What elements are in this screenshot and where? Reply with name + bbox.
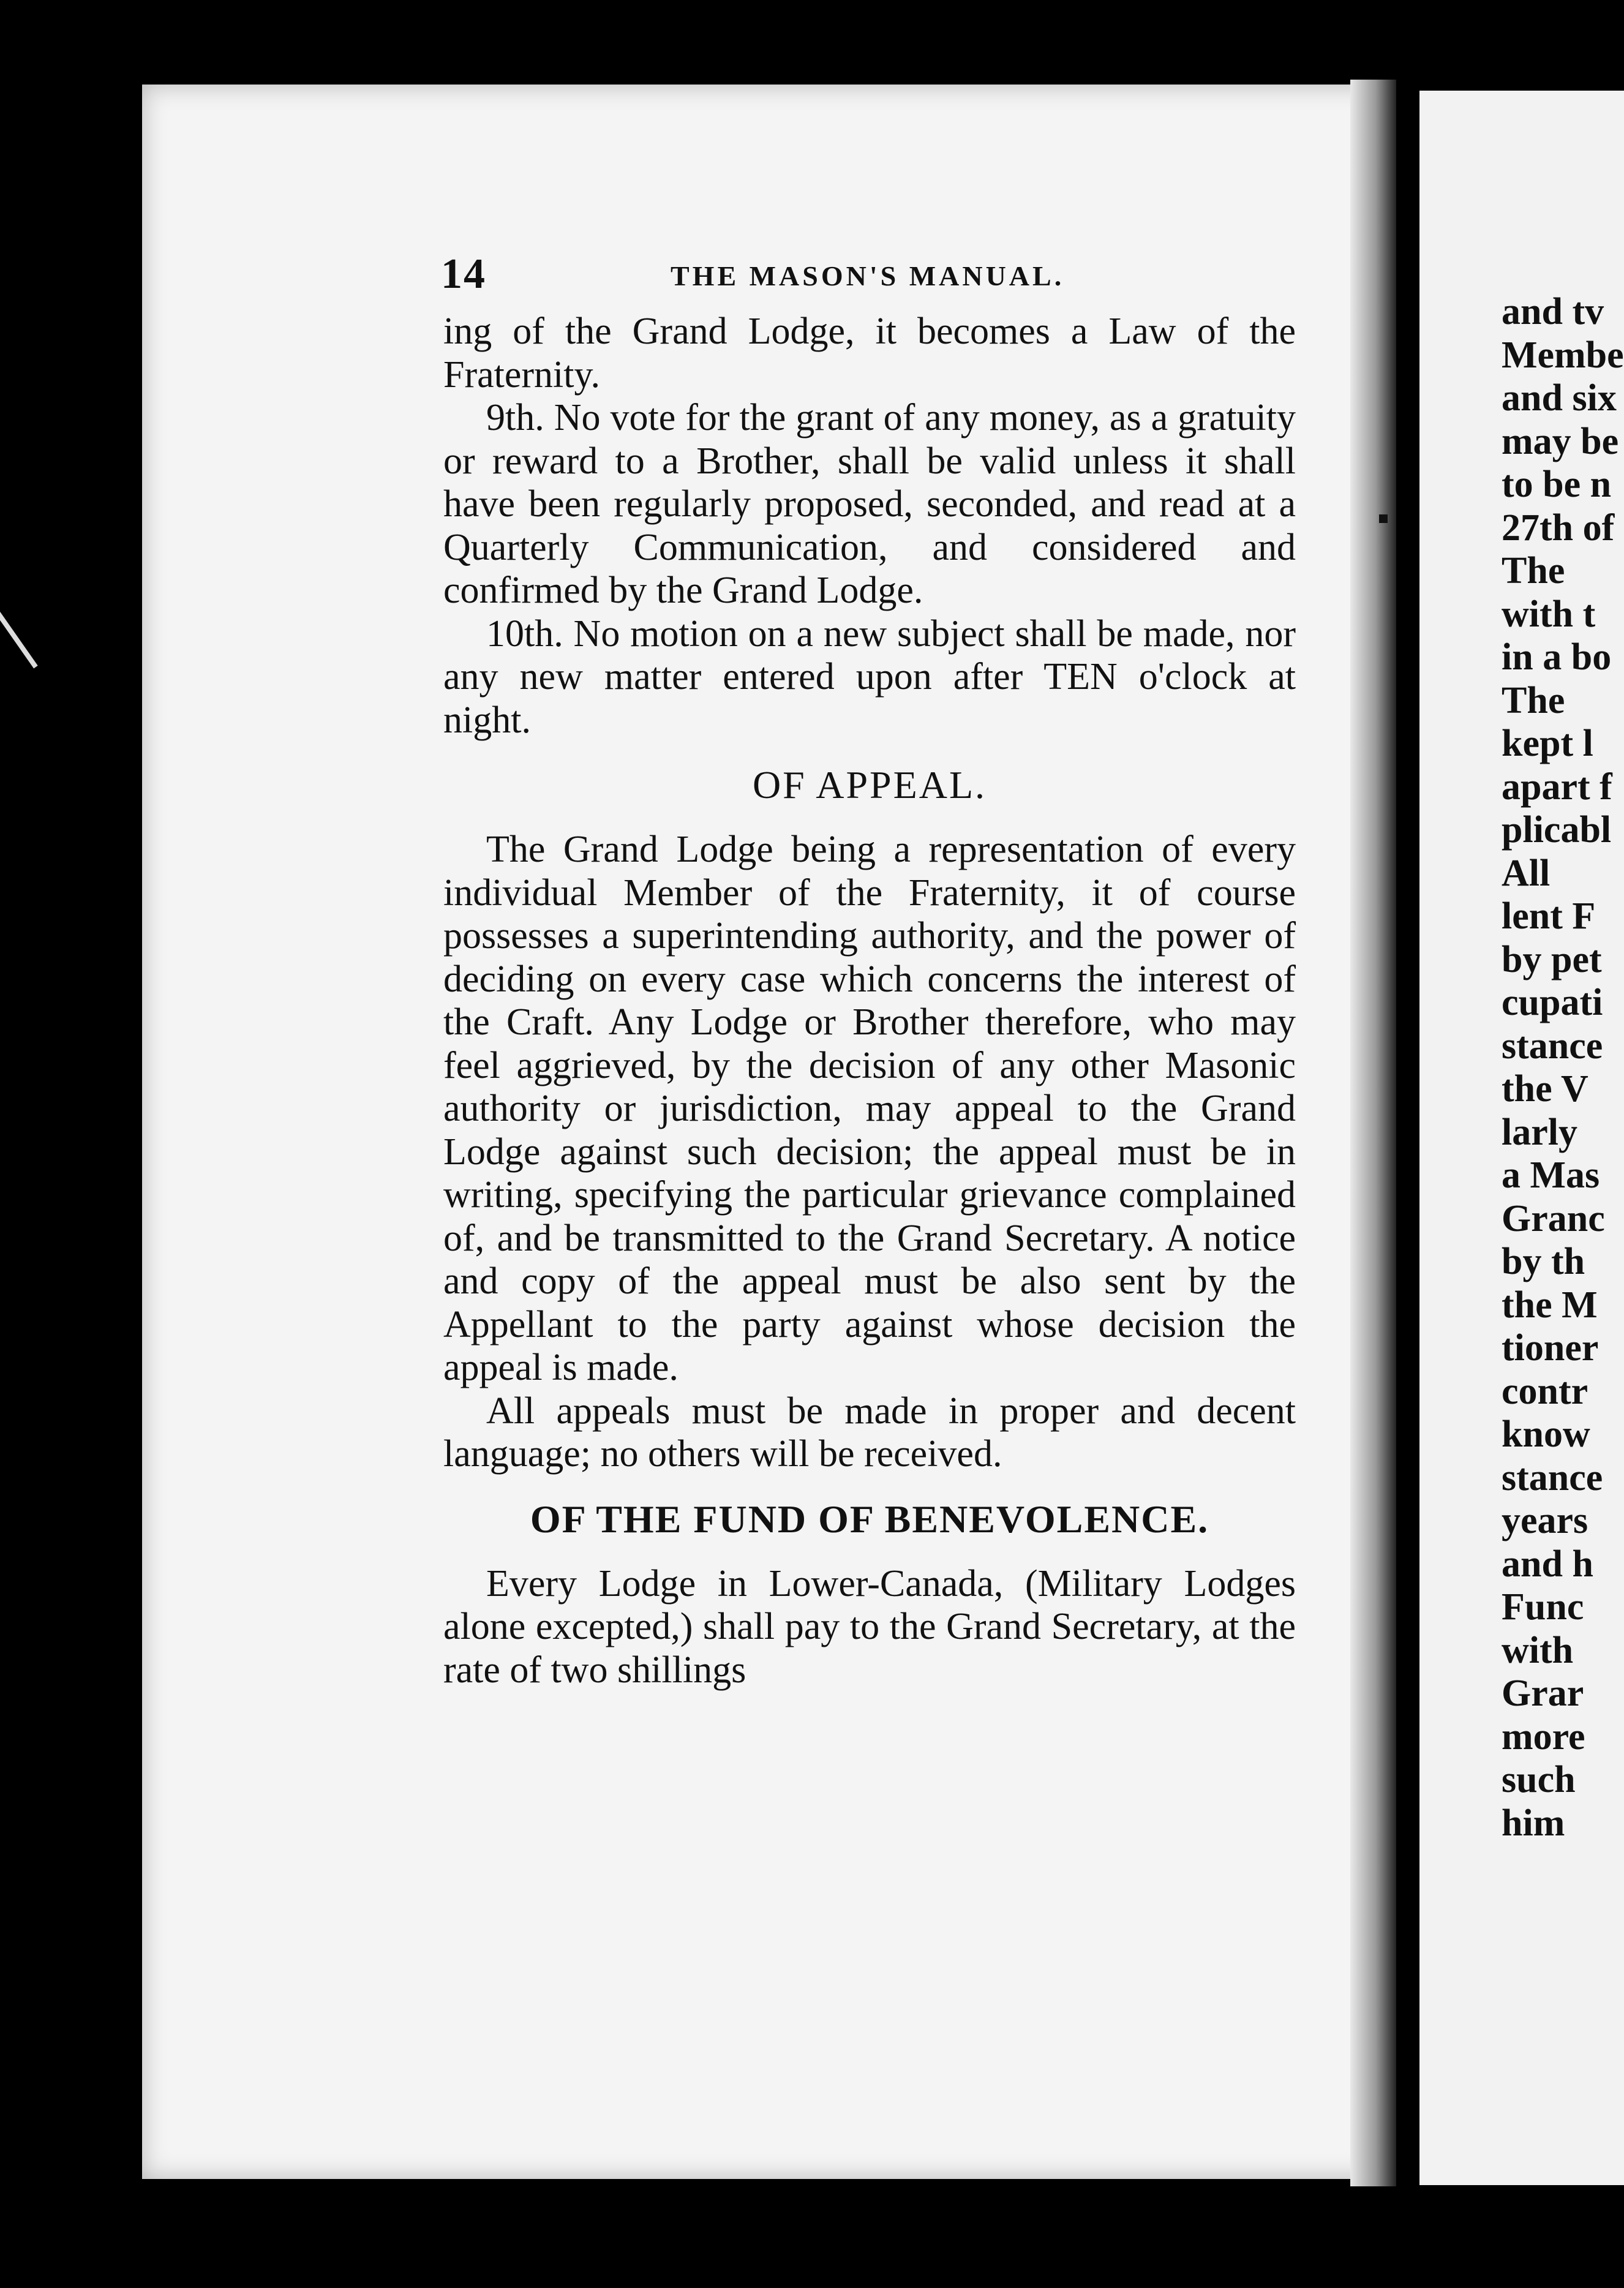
facing-page-text [1502,290,1624,1845]
facing-line: 27th of [1502,506,1615,549]
page-number: 14 [441,250,486,298]
paragraph: 10th. No motion on a new subject shall be made, nor any new matter entered upon after TEN o'clock at night. [443,612,1296,741]
facing-line: kept l [1502,723,1593,764]
facing-line: in a bo [1502,636,1612,678]
facing-line: contr [1502,1370,1588,1412]
paragraph: ing of the Grand Lodge, it becomes a Law of the Fraternity. [443,310,1296,396]
facing-line: The [1502,550,1565,592]
facing-line: may be [1502,420,1619,462]
facing-line: stance [1502,1025,1603,1067]
facing-line: and six [1502,377,1617,419]
facing-line: to be n [1502,464,1612,505]
facing-line: plicabl [1502,809,1612,851]
facing-line: and h [1502,1543,1593,1585]
facing-line: All [1502,852,1551,894]
facing-line: Func [1502,1586,1584,1628]
paragraph: All appeals must be made in proper and decent language; no others will be received. [443,1390,1296,1475]
running-title: THE MASON'S MANUAL. [671,260,1065,292]
facing-line: with t [1502,593,1596,635]
facing-line: apart f [1502,766,1612,808]
section-heading-fund: OF THE FUND OF BENEVOLENCE. [530,1497,1209,1541]
facing-line: larly [1502,1111,1577,1153]
scan-speck [0,606,38,669]
facing-line: more [1502,1715,1585,1758]
paragraph: Every Lodge in Lower-Canada, (Military Lodges alone excepted,) shall pay to the Grand Secretary, at the rate of two shillings [443,1562,1296,1691]
facing-line: Membe [1502,334,1624,376]
book-gutter [1350,80,1396,2186]
facing-line: know [1502,1413,1590,1455]
facing-line: the M [1502,1284,1598,1326]
scan-speck [1379,514,1388,523]
facing-line: years [1502,1500,1588,1541]
facing-line: him [1502,1802,1565,1844]
facing-line: by pet [1502,938,1602,980]
facing-line: cupati [1502,982,1603,1023]
facing-line: and tv [1502,291,1604,333]
facing-line: Grar [1502,1673,1584,1714]
paragraph: 9th. No vote for the grant of any money, as a gratuity or reward to a Brother, shall be valid unless it shall have been regularly proposed, seconded, and read at a Quarterly Communication, and considered and confirmed by the Grand Lodge. [443,397,1296,611]
facing-line: stance [1502,1456,1603,1499]
paragraph: The Grand Lodge being a representation of every individual Member of the Fraternity, it of course possesses a superintending authority, and the power of deciding on every case which concerns the interest of the Craft. Any Lodge or Brother therefore, who may feel aggrieved, by the decision of any other Masonic authority or jurisdiction, may appeal to the Grand Lodge against such decision; the appeal must be in writing, specifying the particular grievance complained of, and be transmitted to the Grand Secretary. A notice and copy of the appeal must be also sent by the Appellant to the party against whose decision the appeal is made. [443,829,1296,1388]
page-body [443,310,1296,1692]
facing-line: Granc [1502,1197,1605,1240]
facing-line: with [1502,1629,1574,1671]
page-header [441,250,1298,305]
facing-line: by th [1502,1241,1585,1282]
facing-line: the V [1502,1068,1588,1110]
facing-line: tioner [1502,1327,1599,1369]
facing-line: lent F [1502,895,1596,937]
section-heading-appeal: OF APPEAL. [752,763,987,807]
facing-line: such [1502,1759,1576,1801]
facing-line: a Mas [1502,1154,1600,1196]
facing-line: The [1502,679,1565,721]
